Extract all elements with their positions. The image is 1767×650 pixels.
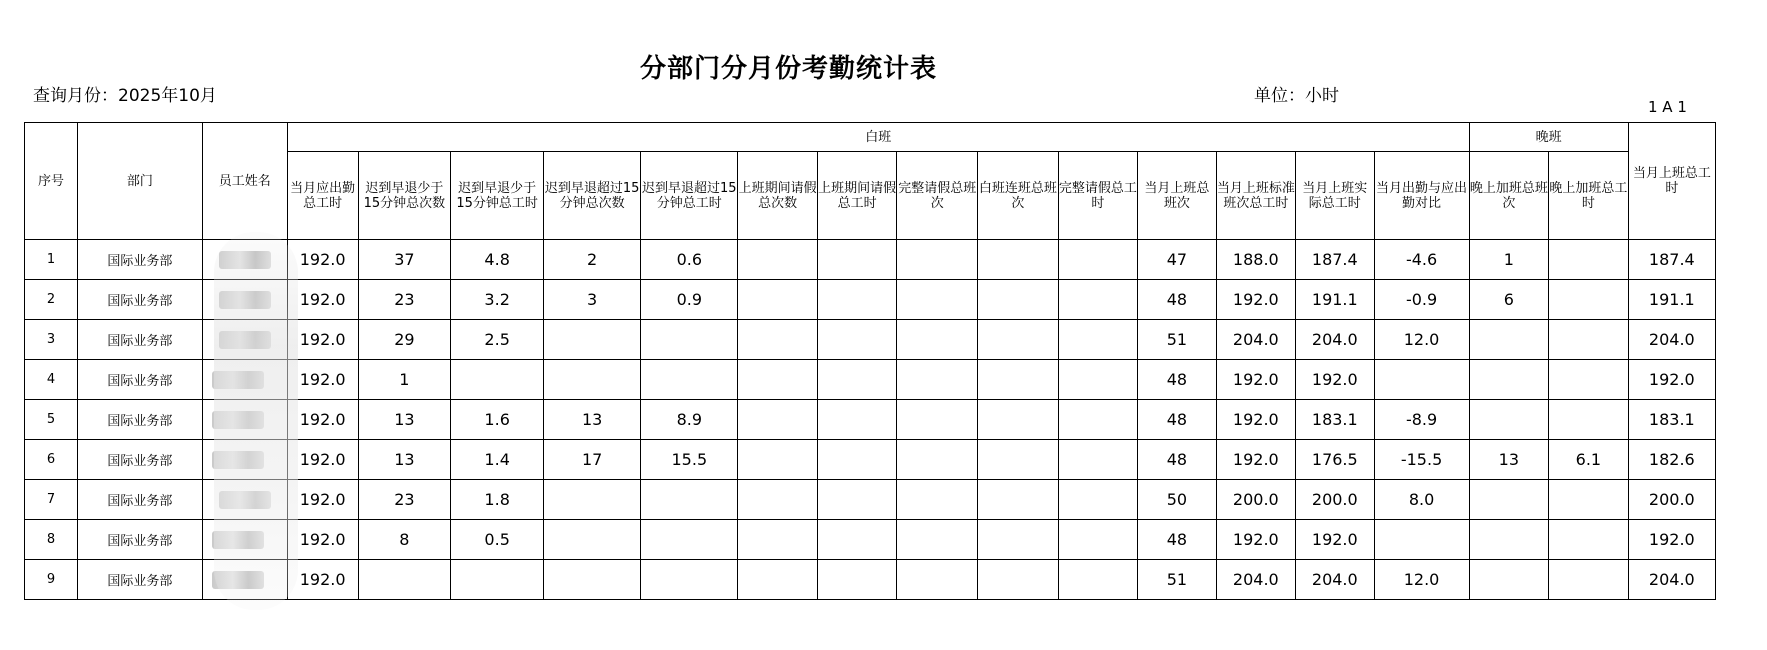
value-cell: 1.8 (451, 480, 544, 520)
value-cell: 191.1 (1296, 280, 1374, 320)
row-number: 8 (25, 520, 78, 560)
value-cell (978, 360, 1059, 400)
name-redaction-blur (212, 411, 264, 429)
value-cell: 0.6 (641, 240, 738, 280)
value-cell (1469, 400, 1549, 440)
value-cell (738, 280, 818, 320)
value-cell: 204.0 (1628, 320, 1715, 360)
value-cell: 12.0 (1374, 560, 1469, 600)
value-cell: 192.0 (1296, 520, 1374, 560)
query-month-value: 2025年10月 (118, 86, 217, 106)
name-redaction-blur (219, 291, 271, 309)
value-cell (544, 360, 641, 400)
value-cell (1549, 320, 1629, 360)
value-cell (817, 360, 897, 400)
value-cell: 1 (358, 360, 451, 400)
value-cell (738, 520, 818, 560)
value-cell: 192.0 (1216, 360, 1296, 400)
header-day-col: 当月上班总班次 (1138, 152, 1216, 240)
name-redaction-blur (219, 491, 271, 509)
header-day-col: 白班连班总班次 (978, 152, 1059, 240)
value-cell (1549, 520, 1629, 560)
value-cell (1058, 320, 1138, 360)
value-cell (1058, 280, 1138, 320)
table-row (25, 360, 1716, 400)
header-day-col: 当月出勤与应出勤对比 (1374, 152, 1469, 240)
value-cell (451, 360, 544, 400)
row-number: 6 (25, 440, 78, 480)
value-cell: -15.5 (1374, 440, 1469, 480)
value-cell: 50 (1138, 480, 1216, 520)
name-redaction-blur (219, 331, 271, 349)
value-cell: 192.0 (287, 360, 358, 400)
value-cell (1549, 280, 1629, 320)
value-cell: 192.0 (287, 400, 358, 440)
header-no: 序号 (25, 123, 78, 240)
value-cell: 48 (1138, 520, 1216, 560)
page-number: 1 A 1 (1648, 98, 1687, 116)
value-cell (1374, 520, 1469, 560)
employee-name-cell (202, 560, 287, 600)
value-cell: 192.0 (1628, 520, 1715, 560)
employee-name-cell (202, 320, 287, 360)
unit-info (1254, 81, 1339, 106)
value-cell: 192.0 (1296, 360, 1374, 400)
employee-name-cell (202, 440, 287, 480)
value-cell (738, 360, 818, 400)
value-cell: 187.4 (1628, 240, 1715, 280)
query-month (33, 81, 217, 106)
value-cell (1374, 360, 1469, 400)
value-cell: 0.9 (641, 280, 738, 320)
value-cell (897, 440, 978, 480)
department-cell: 国际业务部 (78, 320, 203, 360)
value-cell (897, 560, 978, 600)
value-cell: 17 (544, 440, 641, 480)
value-cell (544, 560, 641, 600)
header-night-col: 晚上加班总班次 (1469, 152, 1549, 240)
value-cell: -8.9 (1374, 400, 1469, 440)
value-cell (1549, 560, 1629, 600)
value-cell (817, 440, 897, 480)
header-day-col: 上班期间请假总工时 (817, 152, 897, 240)
row-number: 5 (25, 400, 78, 440)
value-cell (897, 320, 978, 360)
value-cell: 48 (1138, 280, 1216, 320)
value-cell (544, 520, 641, 560)
header-total-hours: 当月上班总工时 (1628, 123, 1715, 240)
value-cell: 204.0 (1296, 560, 1374, 600)
value-cell: 8.9 (641, 400, 738, 440)
value-cell: 13 (358, 440, 451, 480)
value-cell (897, 400, 978, 440)
value-cell: 192.0 (287, 280, 358, 320)
value-cell: -0.9 (1374, 280, 1469, 320)
row-number: 9 (25, 560, 78, 600)
value-cell: 1 (1469, 240, 1549, 280)
header-day-col: 完整请假总工时 (1058, 152, 1138, 240)
department-cell: 国际业务部 (78, 240, 203, 280)
name-redaction-blur (219, 251, 271, 269)
value-cell (544, 320, 641, 360)
table-row (25, 520, 1716, 560)
value-cell: 1.6 (451, 400, 544, 440)
value-cell: 192.0 (1216, 400, 1296, 440)
value-cell (1549, 400, 1629, 440)
value-cell (897, 480, 978, 520)
employee-name-cell (202, 240, 287, 280)
table-row (25, 280, 1716, 320)
query-month-label: 查询月份： (33, 86, 118, 106)
value-cell (897, 240, 978, 280)
value-cell (817, 560, 897, 600)
value-cell (1058, 360, 1138, 400)
employee-name-cell (202, 360, 287, 400)
department-cell: 国际业务部 (78, 480, 203, 520)
employee-name-cell (202, 520, 287, 560)
header-name: 员工姓名 (202, 123, 287, 240)
value-cell: 3 (544, 280, 641, 320)
header-dept: 部门 (78, 123, 203, 240)
header-day-col: 当月应出勤总工时 (287, 152, 358, 240)
value-cell (641, 320, 738, 360)
department-cell: 国际业务部 (78, 400, 203, 440)
value-cell (897, 520, 978, 560)
name-redaction-blur (212, 451, 264, 469)
value-cell (1469, 320, 1549, 360)
department-cell: 国际业务部 (78, 560, 203, 600)
header-day-col: 当月上班实际总工时 (1296, 152, 1374, 240)
value-cell (451, 560, 544, 600)
table-row (25, 440, 1716, 480)
value-cell: 191.1 (1628, 280, 1715, 320)
table-row (25, 480, 1716, 520)
header-day-col: 迟到早退少于15分钟总工时 (451, 152, 544, 240)
value-cell (1469, 560, 1549, 600)
value-cell (1549, 240, 1629, 280)
value-cell (1058, 400, 1138, 440)
value-cell (1549, 480, 1629, 520)
value-cell: 187.4 (1296, 240, 1374, 280)
name-redaction-blur (212, 571, 264, 589)
value-cell: 192.0 (287, 320, 358, 360)
value-cell (978, 480, 1059, 520)
value-cell (897, 280, 978, 320)
header-night-col: 晚上加班总工时 (1549, 152, 1629, 240)
value-cell: 192.0 (1216, 520, 1296, 560)
value-cell: 200.0 (1296, 480, 1374, 520)
value-cell: 23 (358, 280, 451, 320)
value-cell: 183.1 (1296, 400, 1374, 440)
value-cell (641, 560, 738, 600)
value-cell: 192.0 (1216, 280, 1296, 320)
value-cell: 200.0 (1216, 480, 1296, 520)
value-cell (738, 400, 818, 440)
row-number: 2 (25, 280, 78, 320)
value-cell: 204.0 (1216, 560, 1296, 600)
value-cell (978, 520, 1059, 560)
value-cell: 51 (1138, 320, 1216, 360)
value-cell: 200.0 (1628, 480, 1715, 520)
table-row (25, 560, 1716, 600)
value-cell (738, 560, 818, 600)
value-cell (897, 360, 978, 400)
value-cell: 37 (358, 240, 451, 280)
header-day-col: 当月上班标准班次总工时 (1216, 152, 1296, 240)
value-cell: 183.1 (1628, 400, 1715, 440)
value-cell (738, 320, 818, 360)
unit-value: 小时 (1305, 86, 1339, 106)
value-cell (978, 560, 1059, 600)
value-cell (1058, 560, 1138, 600)
header-day-col: 上班期间请假总次数 (738, 152, 818, 240)
value-cell: 23 (358, 480, 451, 520)
row-number: 3 (25, 320, 78, 360)
value-cell: 13 (544, 400, 641, 440)
value-cell: -4.6 (1374, 240, 1469, 280)
value-cell: 3.2 (451, 280, 544, 320)
value-cell: 192.0 (287, 480, 358, 520)
header-night-shift: 晚班 (1469, 123, 1628, 152)
table-body (25, 240, 1716, 600)
value-cell (817, 520, 897, 560)
value-cell: 29 (358, 320, 451, 360)
value-cell: 15.5 (641, 440, 738, 480)
value-cell: 192.0 (1216, 440, 1296, 480)
attendance-table (24, 122, 1716, 600)
value-cell (1058, 240, 1138, 280)
value-cell: 48 (1138, 360, 1216, 400)
value-cell: 188.0 (1216, 240, 1296, 280)
name-redaction-blur (212, 371, 264, 389)
value-cell: 192.0 (287, 520, 358, 560)
employee-name-cell (202, 480, 287, 520)
value-cell (1549, 360, 1629, 400)
value-cell (641, 480, 738, 520)
name-redaction-blur (212, 531, 264, 549)
value-cell: 192.0 (287, 240, 358, 280)
header-day-col: 迟到早退超过15分钟总次数 (544, 152, 641, 240)
value-cell (1058, 440, 1138, 480)
value-cell (817, 240, 897, 280)
value-cell (738, 440, 818, 480)
value-cell (641, 360, 738, 400)
value-cell: 4.8 (451, 240, 544, 280)
table-row (25, 240, 1716, 280)
value-cell: 6.1 (1549, 440, 1629, 480)
value-cell (738, 240, 818, 280)
value-cell (978, 440, 1059, 480)
value-cell: 48 (1138, 440, 1216, 480)
value-cell: 13 (358, 400, 451, 440)
value-cell (544, 480, 641, 520)
value-cell (641, 520, 738, 560)
row-number: 1 (25, 240, 78, 280)
unit-label: 单位： (1254, 86, 1305, 106)
report-title: 分部门分月份考勤统计表 (640, 54, 938, 84)
header-day-col: 迟到早退超过15分钟总工时 (641, 152, 738, 240)
value-cell: 1.4 (451, 440, 544, 480)
value-cell (738, 480, 818, 520)
value-cell: 6 (1469, 280, 1549, 320)
value-cell: 204.0 (1216, 320, 1296, 360)
department-cell: 国际业务部 (78, 520, 203, 560)
value-cell (1058, 520, 1138, 560)
header-day-shift: 白班 (287, 123, 1469, 152)
employee-name-cell (202, 280, 287, 320)
value-cell: 204.0 (1296, 320, 1374, 360)
value-cell (817, 480, 897, 520)
department-cell: 国际业务部 (78, 360, 203, 400)
value-cell (358, 560, 451, 600)
value-cell (1469, 480, 1549, 520)
value-cell: 192.0 (287, 440, 358, 480)
value-cell (817, 280, 897, 320)
value-cell: 12.0 (1374, 320, 1469, 360)
value-cell: 13 (1469, 440, 1549, 480)
table-row (25, 400, 1716, 440)
value-cell (1469, 520, 1549, 560)
row-number: 4 (25, 360, 78, 400)
value-cell (978, 320, 1059, 360)
value-cell: 2.5 (451, 320, 544, 360)
value-cell: 48 (1138, 400, 1216, 440)
value-cell (1058, 480, 1138, 520)
value-cell (978, 280, 1059, 320)
header-day-col: 完整请假总班次 (897, 152, 978, 240)
value-cell: 0.5 (451, 520, 544, 560)
value-cell: 192.0 (1628, 360, 1715, 400)
row-number: 7 (25, 480, 78, 520)
value-cell (978, 240, 1059, 280)
employee-name-cell (202, 400, 287, 440)
value-cell (817, 320, 897, 360)
department-cell: 国际业务部 (78, 280, 203, 320)
value-cell: 192.0 (287, 560, 358, 600)
header-day-col: 迟到早退少于15分钟总次数 (358, 152, 451, 240)
table-row (25, 320, 1716, 360)
value-cell: 51 (1138, 560, 1216, 600)
value-cell: 8 (358, 520, 451, 560)
value-cell (978, 400, 1059, 440)
value-cell: 8.0 (1374, 480, 1469, 520)
department-cell: 国际业务部 (78, 440, 203, 480)
value-cell (1469, 360, 1549, 400)
value-cell: 204.0 (1628, 560, 1715, 600)
value-cell (817, 400, 897, 440)
value-cell: 182.6 (1628, 440, 1715, 480)
value-cell: 2 (544, 240, 641, 280)
value-cell: 176.5 (1296, 440, 1374, 480)
value-cell: 47 (1138, 240, 1216, 280)
